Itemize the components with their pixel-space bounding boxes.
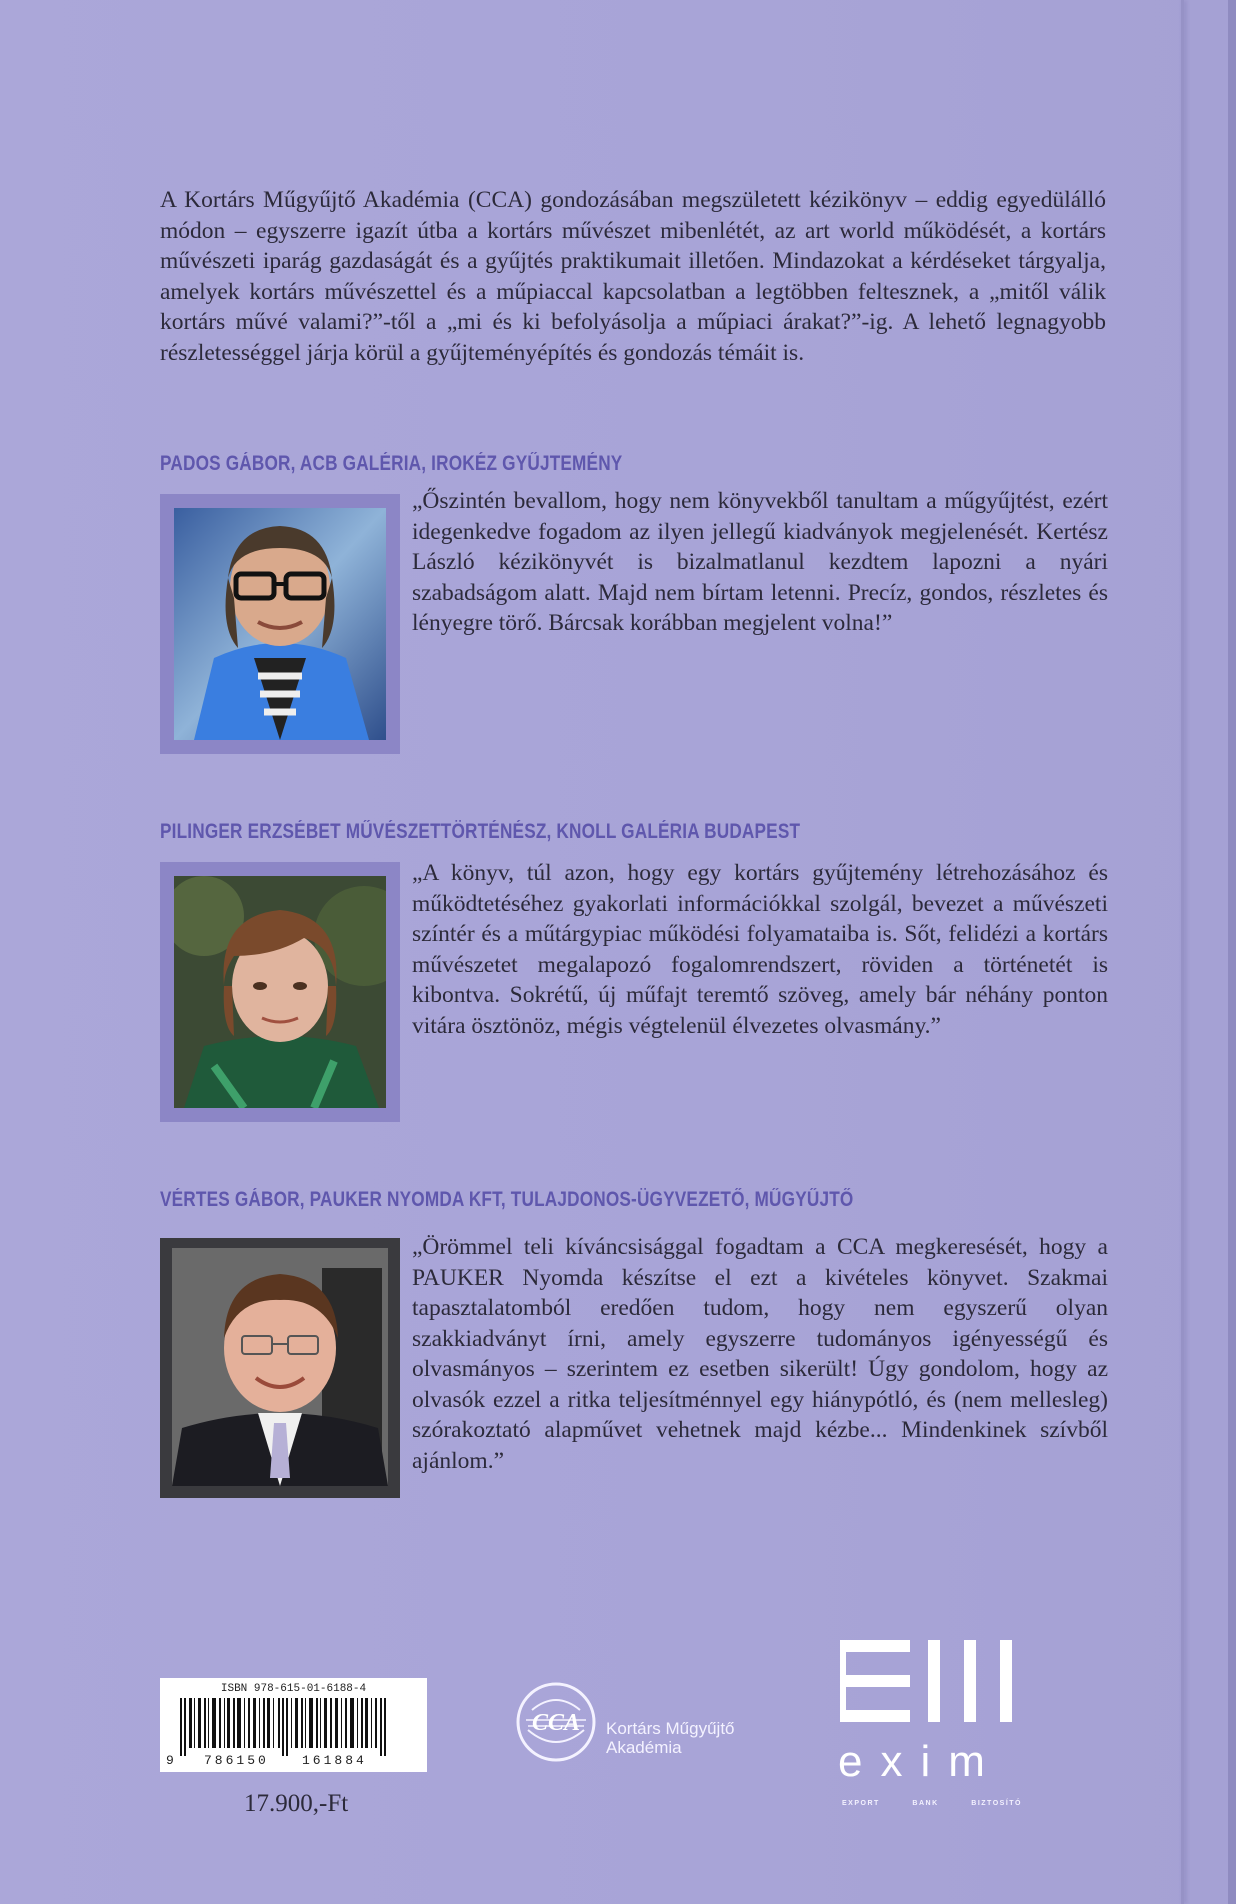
barcode-digits-right: 161884: [302, 1753, 367, 1768]
barcode-digit-first: 9: [166, 1753, 174, 1768]
exim-logo-icon: [840, 1640, 1020, 1740]
cca-logo-line2: Akadémia: [606, 1738, 682, 1757]
testimonial-name-1: PADOS GÁBOR, ACB GALÉRIA, IROKÉZ GYŰJTEMÉNY: [160, 452, 623, 475]
exim-logo-word: exim: [838, 1737, 1003, 1786]
spine-edge: [1228, 0, 1236, 1904]
exim-sub-biztosito: BIZTOSÍTÓ: [971, 1800, 1022, 1807]
testimonial-quote-3: „Örömmel teli kíváncsisággal fogadtam a CCA megkeresését, hogy a PAUKER Nyomda készítse el ezt a kivételes könyvet. Szakmai tapasztalatomból eredően tudom, hogy nem egyszerű olyan szakkiadványt írni, amely egyszerre tudományos igényességű és olvasmányos – szerintem ez esetben sikerült! Úgy gondolom, hogy az olvasók ezzel a ritka teljesítménnyel egy hiánypótló, és (nem mellesleg) szórakoztató alapművet vehetnek majd kézbe... Mindenkinek szívből ajánlom.”: [412, 1234, 1108, 1474]
testimonial-quote-1: „Őszintén bevallom, hogy nem könyvekből tanultam a műgyűjtést, ezért idegenkedve fogadom az ilyen jellegű kiadványok megjelenését. Kertész László kézikönyvét is bizalmatlanul kezdtem lapozni a nyári szabadságom alatt. Majd nem bírtam letenni. Precíz, gondos, részletes és lényegre törő. Bárcsak korábban megjelent volna!”: [412, 488, 1108, 636]
exim-sub-export: EXPORT: [842, 1800, 880, 1807]
cca-logo-text: [606, 1719, 735, 1757]
intro-paragraph: A Kortárs Műgyűjtő Akadémia (CCA) gondozásában megszületett kézikönyv – eddig egyedülálló módon – egyszerre igazít útba a kortárs művészet mibenlétét, az art world működését, a kortárs művészeti iparág gazdaságát és a gyűjtés praktikumait illetően. Mindazokat a kérdéseket tárgyalja, amelyek kortárs művészettel és a műpiaccal kapcsolatban a legtöbben feltesznek, a „mitől válik kortárs művé valami?”-től a „mi és ki befolyásolja a műpiaci árakat?”-ig. A lehető legnagyobb részletességgel járja körül a gyűjteményépítés és gondozás témáit is.: [160, 187, 1106, 366]
portrait-photo-1: [174, 508, 386, 740]
portrait-photo-3: [172, 1248, 388, 1486]
cca-logo-mark: CCA: [531, 1710, 581, 1736]
price: 17.900,-Ft: [244, 1790, 349, 1817]
cca-logo-line1: Kortárs Műgyűjtő: [606, 1719, 735, 1738]
portrait-photo-2: [174, 876, 386, 1108]
portrait-frame-2: [160, 862, 400, 1122]
testimonial-name-3: VÉRTES GÁBOR, PAUKER NYOMDA KFT, TULAJDONOS-ÜGYVEZETŐ, MŰGYŰJTŐ: [160, 1188, 854, 1211]
cca-logo-icon: [514, 1680, 598, 1764]
isbn-label: ISBN 978-615-01-6188-4: [220, 1683, 367, 1695]
exim-logo-subtitle: [842, 1800, 1022, 1807]
portrait-frame-3: [160, 1238, 400, 1498]
barcode-bars: [174, 1698, 414, 1756]
exim-sub-bank: BANK: [912, 1800, 939, 1807]
spine-crease: [1181, 0, 1184, 1904]
testimonial-quote-2: „A könyv, túl azon, hogy egy kortárs gyűjtemény létrehozásához és működtetéséhez gyakorlati információkkal szolgál, bevezet a művészeti színtér és a műtárgypiac működési folyamataiba is. Sőt, felidézi a kortárs művészetet megalapozó fogalomrendszert, röviden a történetét is kibontva. Sokrétű, új műfajt teremtő szöveg, amely bár néhány ponton vitára ösztönöz, mégis végtelenül élvezetes olvasmány.”: [412, 860, 1108, 1039]
portrait-frame-1: [160, 494, 400, 754]
isbn-barcode: [160, 1678, 427, 1772]
testimonial-name-2: PILINGER ERZSÉBET MŰVÉSZETTÖRTÉNÉSZ, KNOLL GALÉRIA BUDAPEST: [160, 820, 801, 843]
barcode-digits-left: 786150: [204, 1753, 269, 1768]
